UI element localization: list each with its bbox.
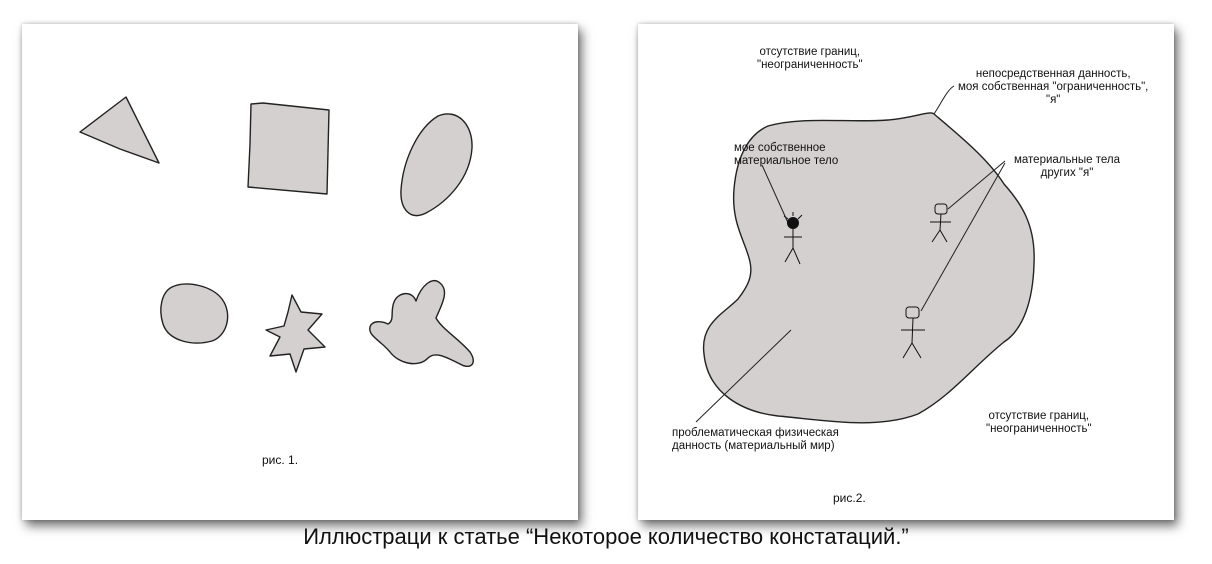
label-no-boundaries-bottom: отсутствие границ, "неограниченность": [986, 410, 1092, 435]
label-own-body: мое собственное материальное тело: [734, 142, 839, 167]
blob-shape: [370, 281, 473, 367]
figure-2-label: рис.2.: [833, 491, 866, 505]
figure-1-label: рис. 1.: [262, 453, 299, 467]
triangle-shape: [80, 97, 159, 163]
label-no-boundaries-top: отсутствие границ, "неограниченность": [757, 46, 863, 71]
oval-shape: [401, 114, 472, 216]
square-shape: [248, 103, 329, 194]
page-caption: Иллюстраци к статье “Некоторое количество констатаций.”: [303, 524, 909, 549]
leader-immediate-givenness: [934, 86, 954, 114]
figure-1-panel: [22, 24, 578, 520]
label-immediate-givenness: непосредственная данность, моя собственная "ограниченность", "я": [958, 68, 1149, 106]
label-physical-givenness: проблематическая физическая данность (материальный мир): [672, 427, 839, 452]
round-shape: [161, 284, 228, 343]
label-other-bodies: материальные тела других "я": [1014, 154, 1120, 179]
star-shape: [266, 295, 325, 372]
figure-1-drawing: [22, 24, 578, 520]
figure-2-panel: [638, 24, 1174, 520]
